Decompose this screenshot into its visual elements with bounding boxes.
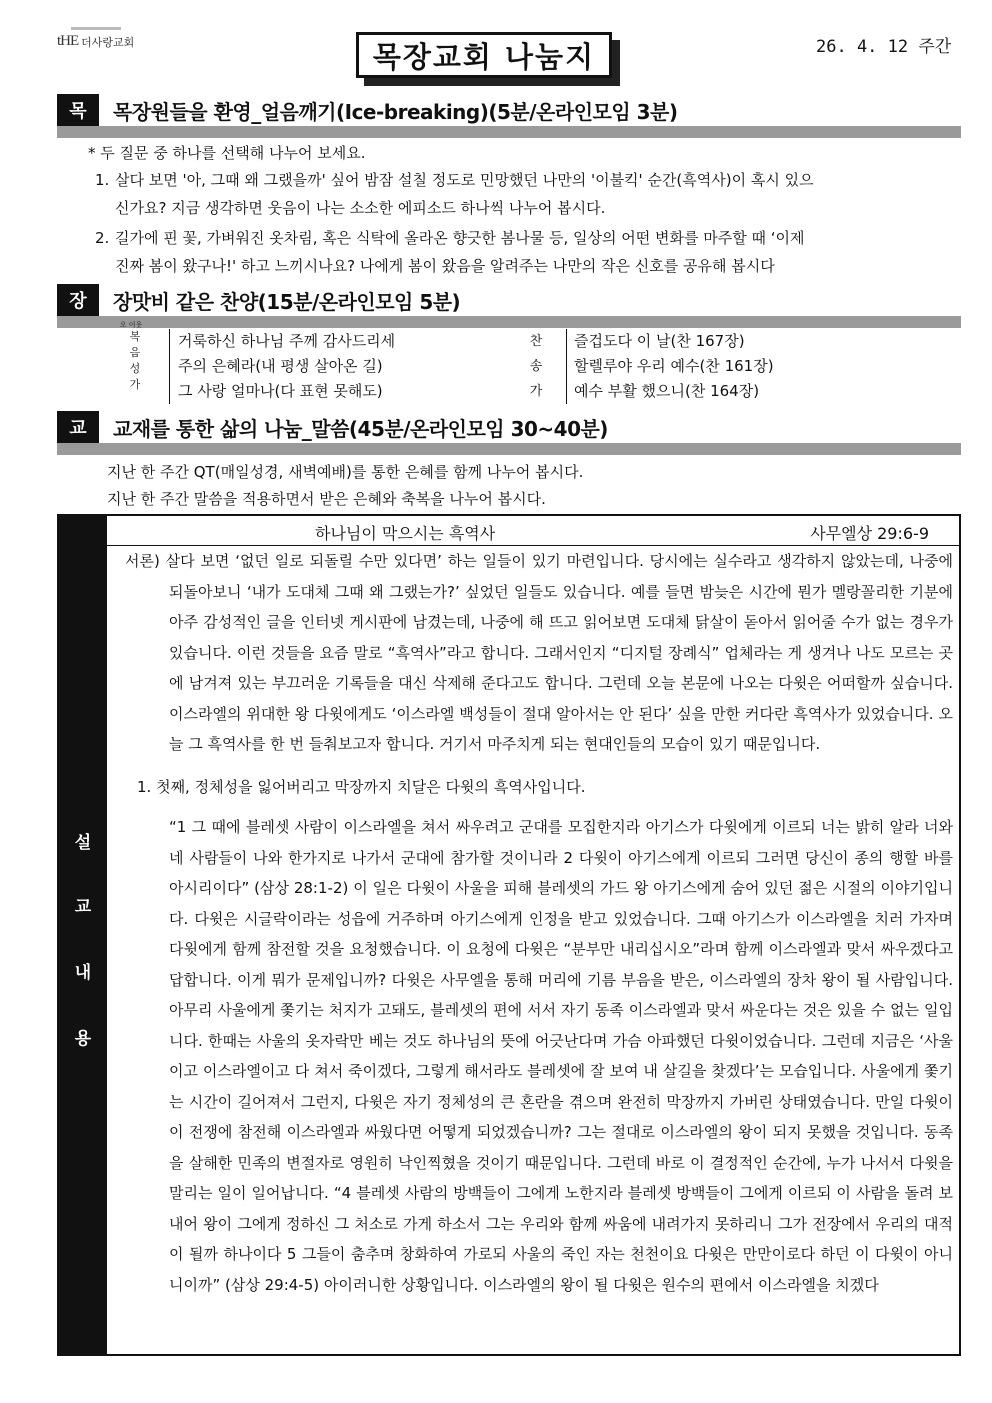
list-item: 즐겁도다 이 날(찬 167장) [574,332,745,350]
hymn-label: 찬 송 가 [529,334,543,399]
list-item: 그 사랑 얼마나(다 표현 못해도) [178,382,383,400]
sharing-prompt-2: 지난 한 주간 말씀을 적용하면서 받은 은혜와 축복을 나누어 봅시다. [107,490,546,508]
hymn-list [574,329,774,404]
sermon-intro: 서론) 살다 보면 ‘없던 일로 되돌릴 수만 있다면’ 하는 일들이 있기 마련입니다. 당시에는 실수라고 생각하지 않았는데, 나중에 되돌아보니 ‘내가 도대체 그때 왜 그랬는가?’ 싶었던 일들도 있습니다. 예를 들면 밤늦은 시간에 뭔가 멜랑꼴리한 기분에 아주 감성적인 글을 인터넷 게시판에 남겼는데, 나중에 해 뜨고 읽어보면 도대체 닭살이 돋아서 읽어줄 수가 없는 경우가 있습니다. 이런 것들을 요즘 말로 “흑역사”라고 합니다. 그래서인지 “디지털 장례식” 업체라는 게 생겨나 나도 모르는 곳에 남겨져 있는 부끄러운 기록들을 대신 삭제해 준다고도 합니다. 그런데 오늘 본문에 나오는 다윗은 어떠할까 싶습니다. 이스라엘의 위대한 왕 다윗에게도 ‘이스라엘 백성들이 절대 알아서는 안 된다’ 싶을 만한 커다란 흑역사가 있었습니다. 오늘 그 흑역사를 한 번 들춰보고자 합니다. 거기서 마주치게 되는 현대인들의 모습이 있기 때문입니다. [125,552,953,753]
icebreak-instruction: * 두 질문 중 하나를 선택해 나누어 보세요. [88,144,366,162]
section-mok-badge: 목 [57,94,99,126]
column-divider [169,329,170,404]
list-item: 주의 은혜라(내 평생 살아온 길) [178,357,383,375]
sermon-title: 하나님이 막으시는 흑역사 [315,524,496,543]
logo-mark: tHE [57,33,79,49]
page-title: 목장교회 나눔지 [356,32,612,78]
sermon-point-1: 1. 첫째, 정체성을 잃어버리고 막장까지 치달은 다윗의 흑역사입니다. [137,777,586,796]
list-item: 할렐루야 우리 예수(찬 161장) [574,357,774,375]
logo-name: 더사랑교회 [81,35,135,49]
question-text: 길가에 핀 꽃, 가벼워진 옷차림, 혹은 식탁에 올라온 향긋한 봄나물 등, 일상의 어떤 변화를 마주할 때 ‘이제 [115,229,805,247]
week-date: 26. 4. 12 주간 [816,37,952,57]
section-gyo-title: 교재를 통한 삶의 나눔_말씀(45분/온라인모임 30~40분) [113,416,608,441]
section-mok-header [57,94,961,138]
section-jang-badge: 장 [57,284,99,316]
section-divider [57,443,961,455]
gospel-song-label: 복 음 성 가 [129,330,141,391]
sermon-reference: 사무엘상 29:6-9 [810,524,929,543]
section-gyo-header [57,411,961,455]
question-text: 살다 보면 '아, 그때 왜 그랬을까' 싶어 밤잠 설칠 정도로 민망했던 나만의 '이불킥' 순간(흑역사)이 혹시 있으 [115,171,814,189]
list-item: 예수 부활 했으니(찬 164장) [574,382,760,400]
section-mok-title: 목장원들을 환영_얼음깨기(Ice-breaking)(5분/온라인모임 3분) [113,99,678,124]
sermon-body [119,546,953,1300]
icebreak-question-2 [95,224,957,280]
section-gyo-badge: 교 [57,411,99,443]
question-text-cont: 진짜 봄이 왔구나!' 하고 느끼시나요? 나에게 봄이 왔음을 알려주는 나만의 작은 신호를 공유해 봅시다 [115,257,775,275]
gospel-song-list [178,329,395,404]
sermon-point-1-body: “1 그 때에 블레셋 사람이 이스라엘을 쳐서 싸우려고 군대를 모집한지라 아기스가 다윗에게 이르되 너는 밝히 알라 너와 네 사람들이 나와 한가지로 나가서 군대에 참가할 것이니라 2 다윗이 아기스에게 이르되 그러면 당신이 종의 행할 바를 아시리이다” (삼상 28:1-2) 이 일은 다윗이 사울을 피해 블레셋의 가드 왕 아기스에게 숨어 있던 젊은 시절의 이야기입니다. 다윗은 시글락이라는 성읍에 거주하며 아기스에게 인정을 받고 있었습니다. 그때 아기스가 이스라엘을 치러 가자며 다윗에게 함께 참전할 것을 요청했습니다. 이 요청에 다윗은 “분부만 내리십시오”라며 함께 이스라엘과 맞서 싸우겠다고 답합니다. 이게 뭐가 문제입니까? 다윗은 사무엘을 통해 머리에 기름 부음을 받은, 이스라엘의 장차 왕이 될 사람입니다. 아무리 사울에게 쫓기는 처지가 고돼도, 블레셋의 편에 서서 자기 동족 이스라엘과 맞서 싸운다는 것은 있을 수 없는 일입니다. 한때는 사울의 옷자락만 베는 것도 하나님의 뜻에 어긋난다며 가슴 아파했던 다윗이었습니다. 그런데 지금은 ‘사울이고 이스라엘이고 다 쳐서 죽이겠다, 그렇게 해서라도 블레셋에 잘 보여 내 살길을 찾겠다’는 모습입니다. 사울에게 쫓기는 시간이 길어져서 그런지, 다윗은 자기 정체성의 큰 혼란을 겪으며 완전히 막장까지 가버린 상태였습니다. 만일 다윗이 이 전쟁에 참전해 이스라엘과 싸웠다면 어떻게 되었겠습니까? 그는 절대로 이스라엘의 왕이 되지 못했을 것입니다. 동족을 살해한 민족의 변절자로 영원히 낙인찍혔을 것이기 때문입니다. 그런데 바로 이 결정적인 순간에, 누가 나서서 다윗을 말리는 일이 일어납니다. “4 블레셋 사람의 방백들이 그에게 노한지라 블레셋 방백들이 그에게 이르되 이 사람을 돌려 보내어 왕이 그에게 정하신 그 처소로 가게 하소서 그는 우리와 함께 싸움에 내려가지 못하리니 그가 전장에서 우리의 대적이 될까 하나이다 5 그들이 춤추며 창화하여 가로되 사울의 죽인 자는 천천이요 다윗은 만만이로다 하던 이 다윗이 아니니이까” (삼상 29:4-5) 아이러니한 상황입니다. 이스라엘의 왕이 될 다윗은 원수의 편에서 이스라엘을 치겠다 [169,818,953,1294]
column-divider [566,329,567,404]
section-jang-header [57,284,961,328]
gospel-label-top: 오 이웃 [119,321,143,329]
section-jang-title: 장맛비 같은 찬양(15분/온라인모임 5분) [113,289,461,314]
sharing-prompt-1: 지난 한 주간 QT(매일성경, 새벽예배)를 통한 은혜를 함께 나누어 봅시다. [107,463,584,481]
sermon-header [107,516,959,546]
hymn-table [119,321,960,404]
list-item: 거룩하신 하나님 주께 감사드리세 [178,332,396,350]
question-number: 2. [95,229,110,247]
question-number: 1. [95,171,110,189]
sermon-side-label: 설 교 내 용 [59,516,107,1354]
question-text-cont: 신가요? 지금 생각하면 웃음이 나는 소소한 에피소드 하나씩 나누어 봅시다. [115,199,606,217]
sermon-box [57,514,961,1356]
section-divider [57,126,961,138]
church-logo [57,33,134,50]
section-divider [57,316,961,328]
logo-tagline-bar [71,27,121,30]
icebreak-question-1 [95,166,957,222]
